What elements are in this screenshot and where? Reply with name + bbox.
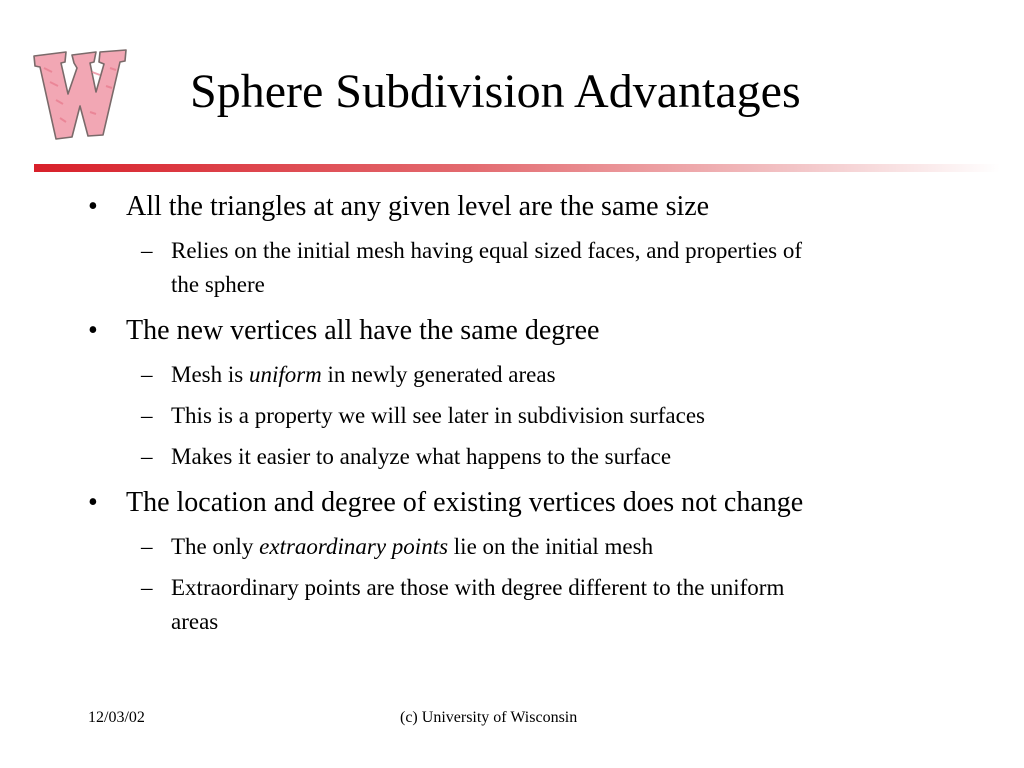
sub-bullet-text: Extraordinary points are those with degree different to the uniform <box>171 575 785 600</box>
sub-bullet-item <box>141 358 556 392</box>
bullet-text: The location and degree of existing vertices does not change <box>126 487 804 518</box>
bullet-item <box>88 314 600 348</box>
bullet-marker: • <box>88 315 98 346</box>
slide-title: Sphere Subdivision Advantages <box>190 65 801 118</box>
sub-bullet-item <box>141 571 785 639</box>
bullet-text: All the triangles at any given level are the same size <box>126 191 710 222</box>
footer-copyright: (c) University of Wisconsin <box>400 709 578 726</box>
bullet-item <box>88 190 710 224</box>
sub-bullet-marker: – <box>141 444 153 469</box>
sub-bullet-marker: – <box>141 534 153 559</box>
sub-bullet-marker: – <box>141 362 153 387</box>
bullet-text: The new vertices all have the same degree <box>126 315 600 346</box>
sub-bullet-text-end: in newly generated areas <box>321 362 556 387</box>
sub-bullet-item <box>141 234 803 302</box>
sub-bullet-marker: – <box>141 403 153 428</box>
sub-bullet-text: Makes it easier to analyze what happens to the surface <box>171 444 672 469</box>
sub-bullet-marker: – <box>141 575 153 600</box>
sub-bullet-item <box>141 399 705 433</box>
sub-bullet-text <box>171 530 653 564</box>
sub-bullet-item <box>141 440 672 474</box>
sub-bullet-text-continued: the sphere <box>171 272 265 297</box>
sub-bullet-text <box>171 358 556 392</box>
sub-bullet-text-end: lie on the initial mesh <box>448 534 654 559</box>
sub-bullet-item <box>141 530 654 564</box>
sub-bullet-marker: – <box>141 238 153 263</box>
bullet-marker: • <box>88 191 98 222</box>
footer-date: 12/03/02 <box>88 709 145 726</box>
bullet-marker: • <box>88 487 98 518</box>
sub-bullet-text-continued: areas <box>171 609 219 634</box>
bullet-item <box>88 486 804 520</box>
sub-bullet-text: This is a property we will see later in subdivision surfaces <box>171 403 705 428</box>
sub-bullet-text: Relies on the initial mesh having equal sized faces, and properties of <box>171 238 803 263</box>
emphasized-term: uniform <box>248 362 322 387</box>
emphasized-term: extraordinary points <box>259 534 449 559</box>
sub-bullet-text-start: The only <box>171 534 260 559</box>
sub-bullet-text-start: Mesh is <box>171 362 249 387</box>
